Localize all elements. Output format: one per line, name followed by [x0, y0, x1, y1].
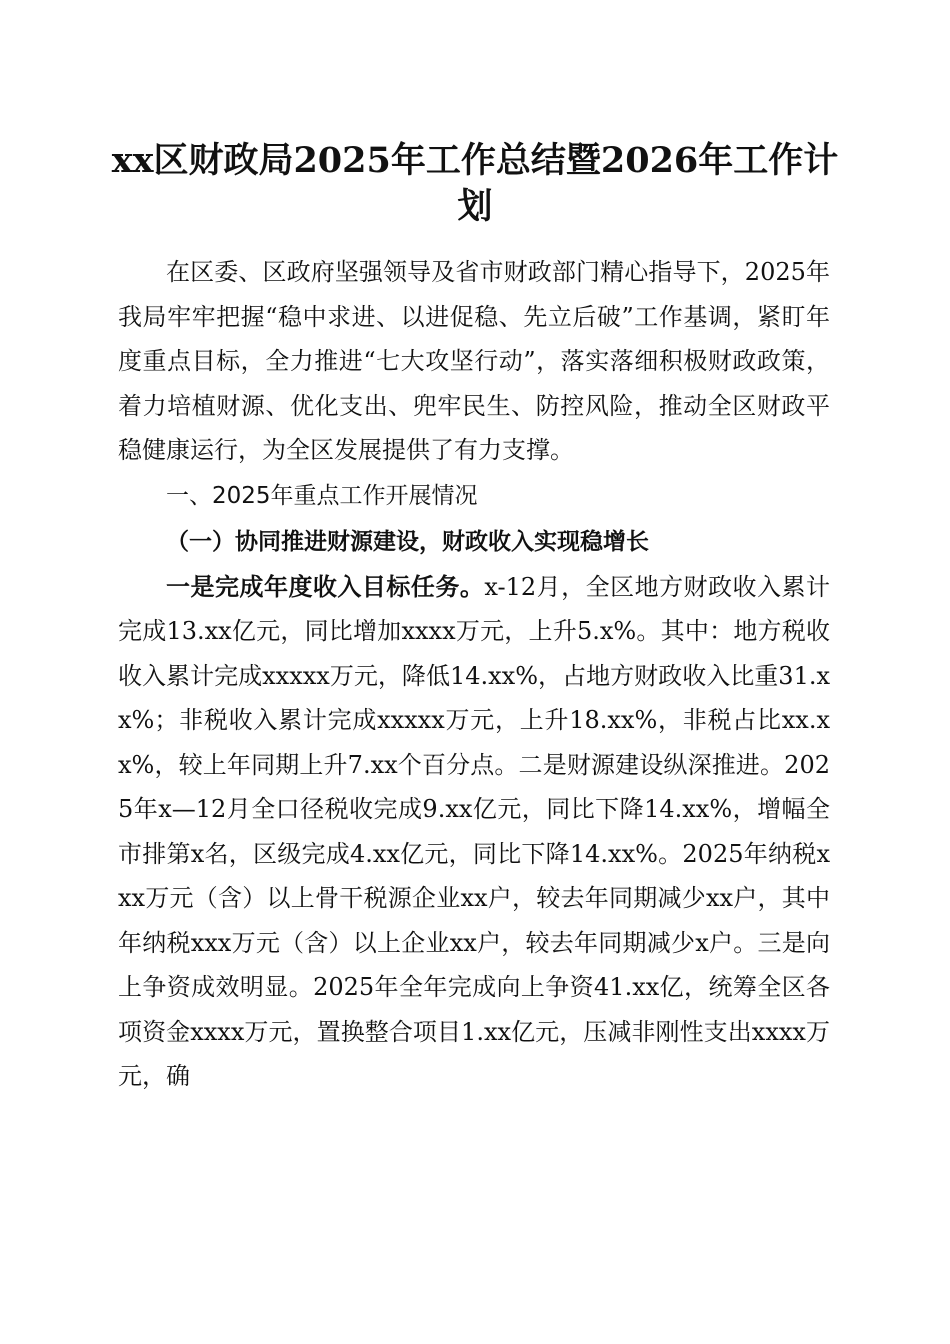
intro-paragraph: 在区委、区政府坚强领导及省市财政部门精心指导下，2025年我局牢牢把握“稳中求进、以进促稳、先立后破”工作基调，紧盯年度重点目标，全力推进“七大攻坚行动”，落实落细积极财政政策，着力培植财源、优化支出、兜牢民生、防控风险，推动全区财政平稳健康运行，为全区发展提供了有力支撑。 — [118, 258, 830, 464]
title-line-1: xx区财政局2025年工作总结暨2026年工作计 — [111, 140, 839, 181]
subsection-heading: （一）协同推进财源建设，财政收入实现稳增长 — [166, 527, 649, 555]
title-line-2: 划 — [457, 186, 493, 227]
revenue-paragraph — [118, 565, 830, 1099]
section-heading: 一、2025年重点工作开展情况 — [166, 482, 478, 509]
paragraph-lead: 一是完成年度收入目标任务。 — [166, 571, 485, 601]
document-title — [110, 138, 840, 230]
document-body — [118, 250, 830, 1099]
paragraph-body: x-12月，全区地方财政收入累计完成13.xx亿元，同比增加xxxx万元，上升5.x%。其中：地方税收收入累计完成xxxxx万元，降低14.xx%，占地方财政收入比重31.xx%；非税收入累计完成xxxxx万元，上升18.xx%，非税占比xx.xx%，较上年同期上升7.xx个百分点。二是财源建设纵深推进。2025年x—12月全口径税收完成9.xx亿元，同比下降14.xx%，增幅全市排第x名，区级完成4.xx亿元，同比下降14.xx%。2025年纳税xxx万元（含）以上骨干税源企业xx户，较去年同期减少xx户，其中年纳税xxx万元（含）以上企业xx户，较去年同期减少x户。三是向上争资成效明显。2025年全年完成向上争资41.xx亿，统筹全区各项资金xxxx万元，置换整合项目1.xx亿元，压减非刚性支出xxxx万元，确 — [118, 572, 831, 1090]
